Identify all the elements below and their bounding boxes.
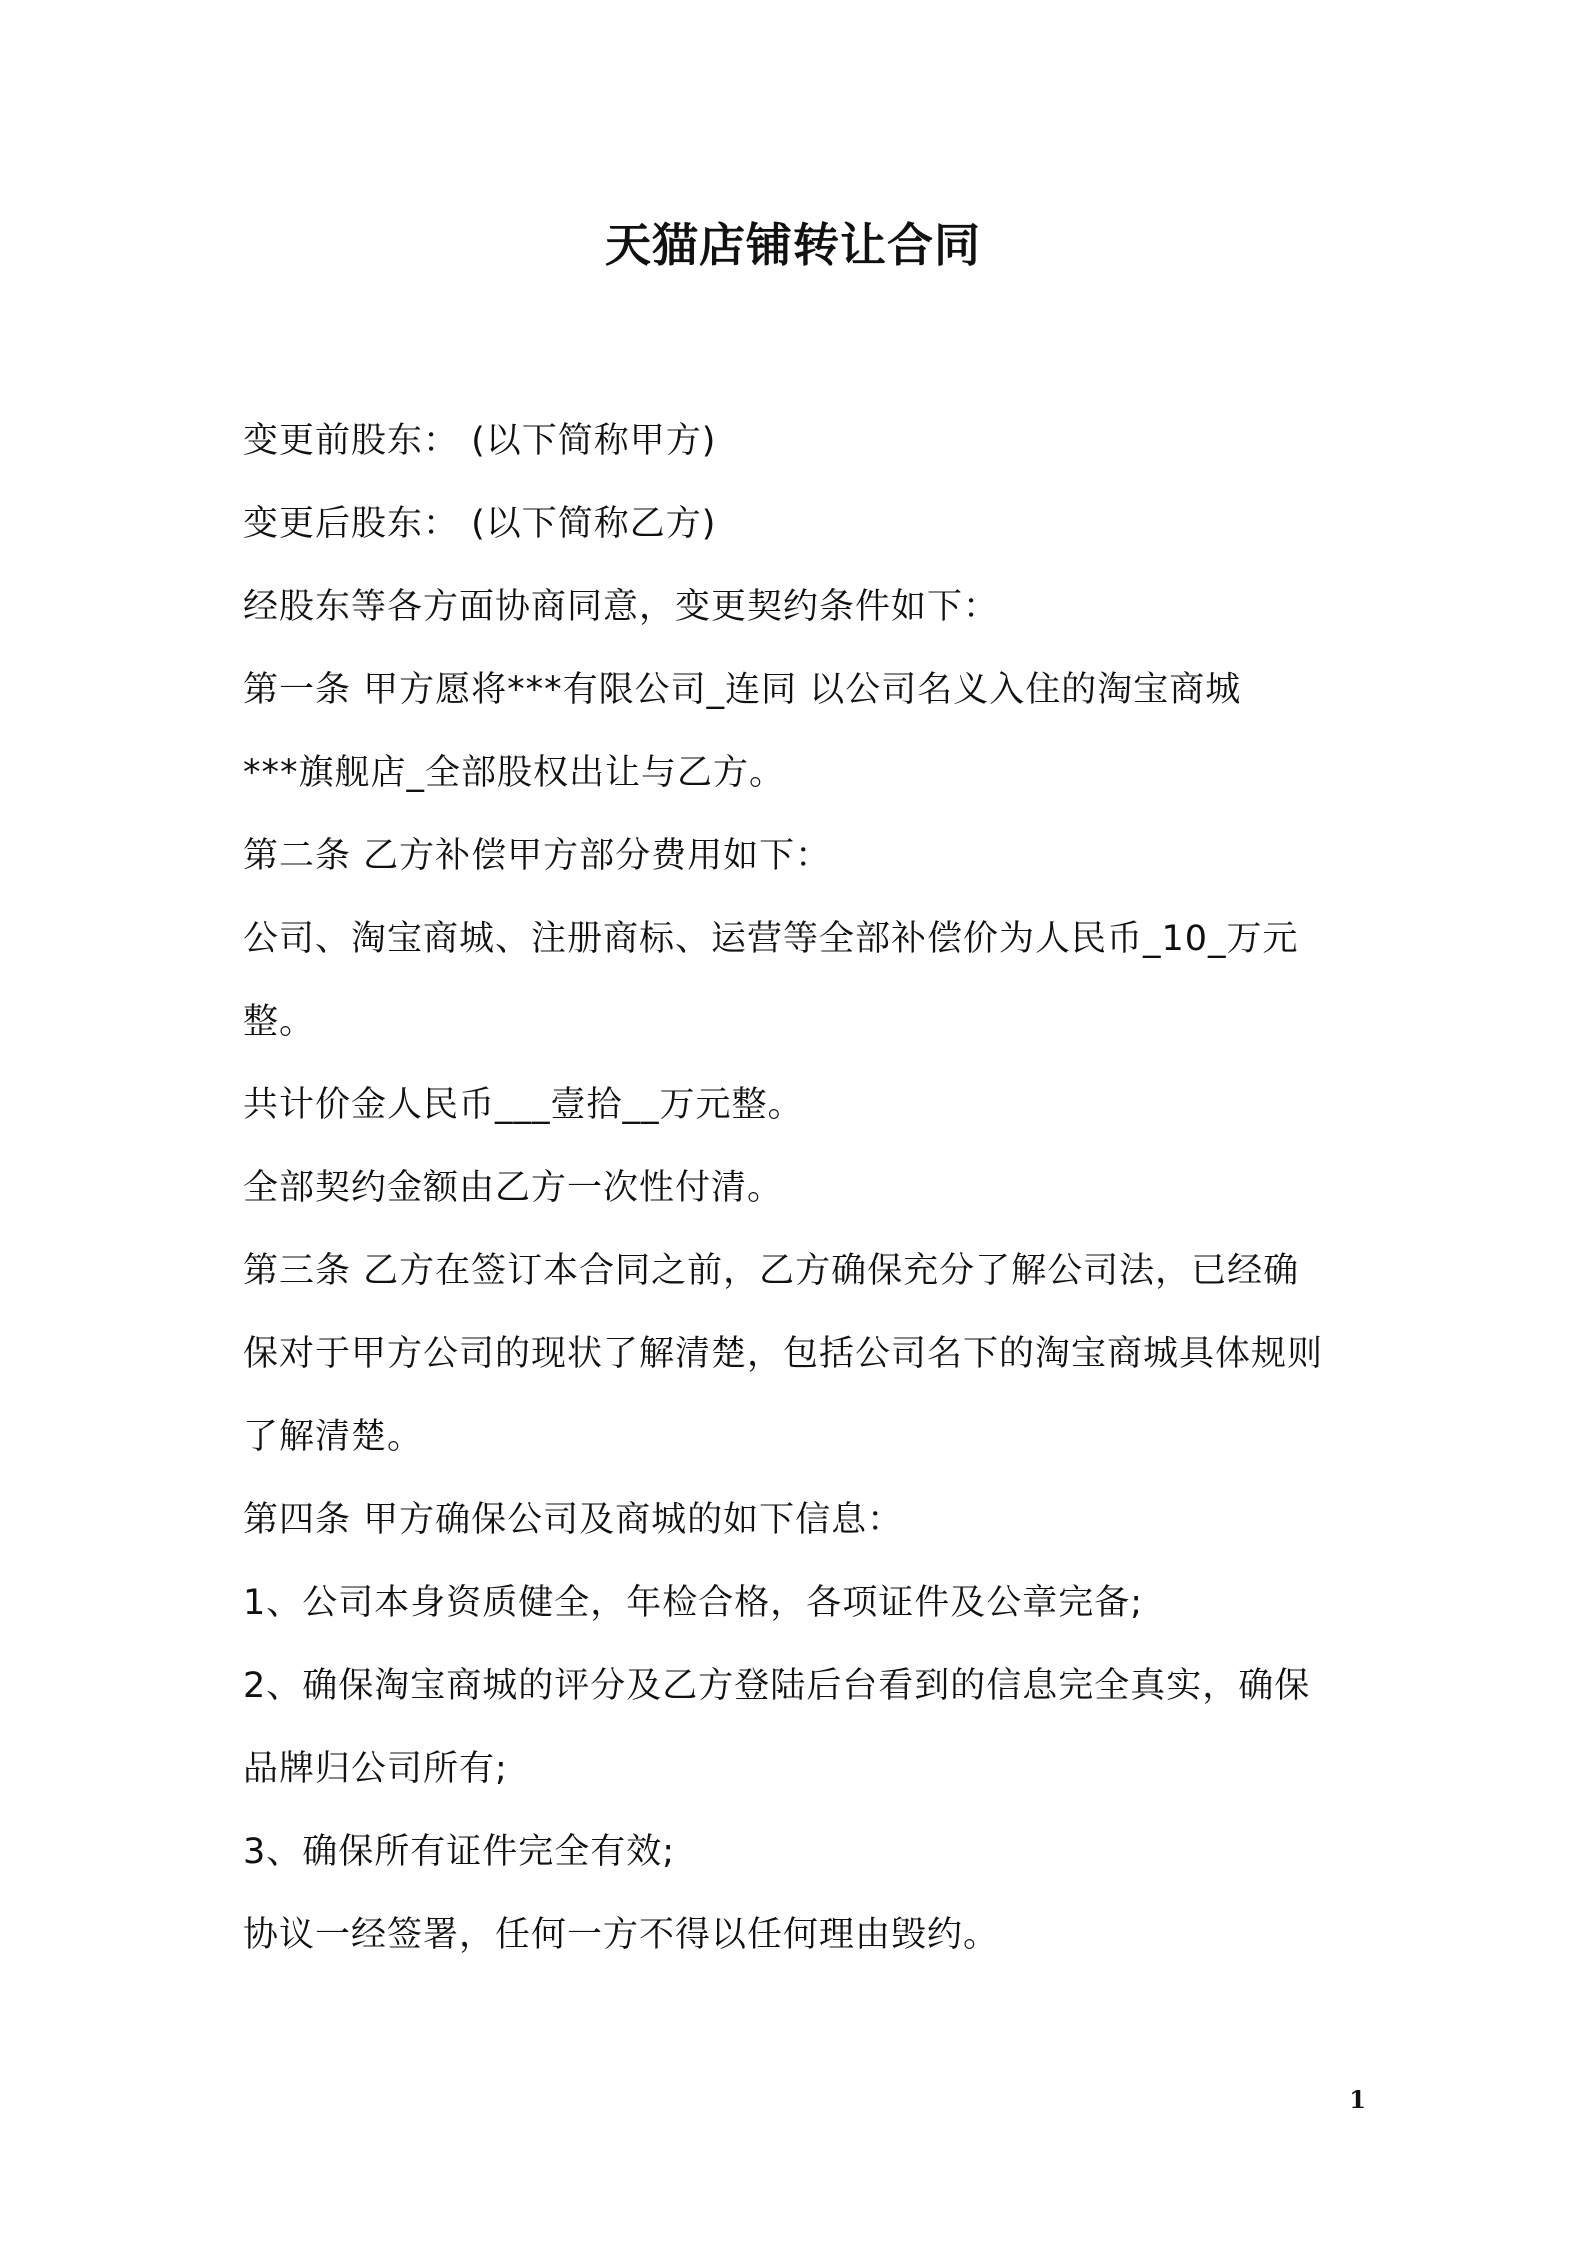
paragraph-article-4: 第四条 甲方确保公司及商城的如下信息：	[243, 1500, 904, 1540]
paragraph-item-2-line-1: 2、确保淘宝商城的评分及乙方登陆后台看到的信息完全真实，确保	[243, 1666, 1311, 1706]
paragraph-article-2: 第二条 乙方补偿甲方部分费用如下：	[243, 836, 832, 876]
paragraph-compensation-line-2: 整。	[243, 1002, 316, 1042]
paragraph-payment: 全部契约金额由乙方一次性付清。	[243, 1168, 784, 1208]
paragraph-shareholder-after: 变更后股东： (以下简称乙方)	[243, 504, 717, 544]
paragraph-compensation-line-1: 公司、淘宝商城、注册商标、运营等全部补偿价为人民币_10_万元	[243, 919, 1299, 959]
paragraph-article-3-line-2: 保对于甲方公司的现状了解清楚，包括公司名下的淘宝商城具体规则	[243, 1334, 1324, 1374]
paragraph-item-2-line-2: 品牌归公司所有;	[243, 1749, 508, 1789]
paragraph-article-3-line-1: 第三条 乙方在签订本合同之前，乙方确保充分了解公司法，已经确	[243, 1251, 1300, 1291]
paragraph-agreement-intro: 经股东等各方面协商同意，变更契约条件如下：	[243, 587, 1000, 627]
paragraph-item-1: 1、公司本身资质健全，年检合格，各项证件及公章完备;	[243, 1583, 1144, 1623]
paragraph-binding-clause: 协议一经签署，任何一方不得以任何理由毁约。	[243, 1915, 1000, 1955]
paragraph-total-price: 共计价金人民币___壹拾__万元整。	[243, 1085, 804, 1125]
paragraph-article-1-line-2: ***旗舰店_全部股权出让与乙方。	[243, 753, 786, 793]
page-number: 1	[1349, 2085, 1366, 2114]
paragraph-item-3: 3、确保所有证件完全有效;	[243, 1832, 676, 1872]
document-title: 天猫店铺转让合同	[605, 218, 981, 272]
paragraph-article-3-line-3: 了解清楚。	[243, 1417, 424, 1457]
paragraph-shareholder-before: 变更前股东： (以下简称甲方)	[243, 421, 717, 461]
document-body	[243, 400, 1358, 1977]
paragraph-article-1-line-1: 第一条 甲方愿将***有限公司_连同 以公司名义入住的淘宝商城	[243, 670, 1242, 710]
